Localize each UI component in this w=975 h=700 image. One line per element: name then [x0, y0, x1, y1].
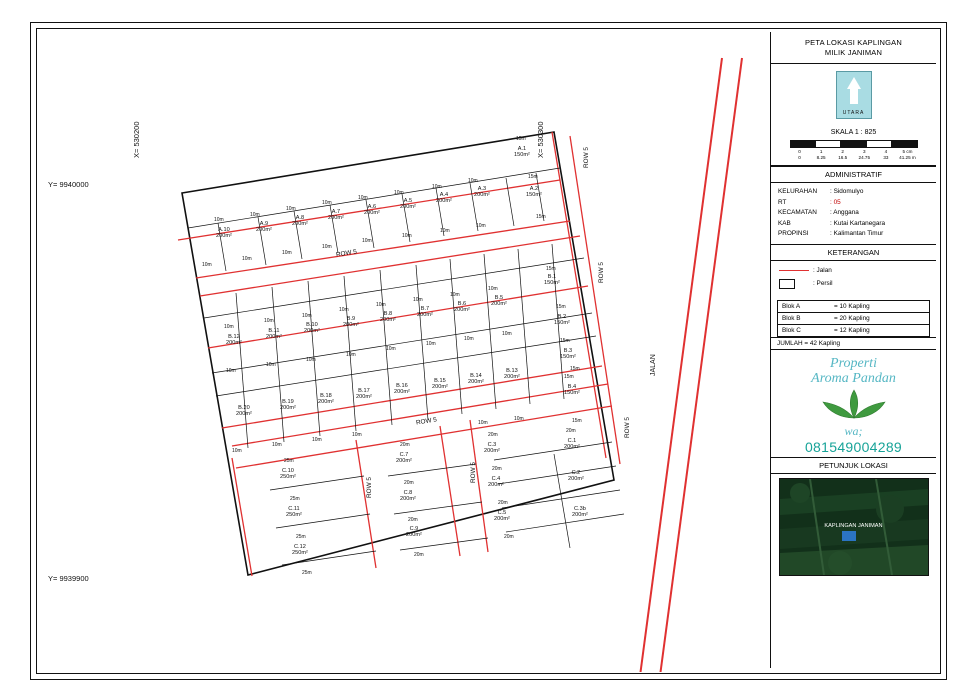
plot-C.9: C.9 200m²: [406, 526, 422, 539]
dim-row-a-8: 10m: [476, 223, 486, 229]
dim-row-a-3: 10m: [282, 250, 292, 256]
parcel-grid-b: [204, 244, 596, 448]
plot-B.19: B.19 200m²: [280, 399, 296, 412]
coord-y9940000: Y= 9940000: [48, 180, 89, 189]
legend-list: [771, 261, 936, 298]
coord-x530200: X= 530200: [132, 121, 141, 158]
plot-B.2: B.2 150m²: [554, 314, 570, 327]
plot-A.6: A.6 200m²: [364, 204, 380, 217]
blok-row-a: Blok A = 10 Kapling: [778, 301, 929, 313]
dim-row-a-7: 10m: [440, 228, 450, 234]
dim-C.9-width: 20m: [408, 517, 418, 523]
dim-row-a-2: 10m: [242, 256, 252, 262]
row-label-g: ROW 5: [624, 417, 631, 438]
phone-number[interactable]: 081549004289: [804, 438, 903, 455]
petunjuk-heading: PETUNJUK LOKASI: [771, 457, 936, 474]
dim-C.10-width: 25m: [284, 458, 294, 464]
dim-row-a-left: 10m: [202, 262, 212, 268]
dim-B-row3-1: 10m: [232, 448, 242, 454]
dim-C.3-width: 20m: [488, 432, 498, 438]
plot-B.6: B.6 200m²: [454, 301, 470, 314]
dim-A.2-width: 15m: [528, 174, 538, 180]
admin-row-kecamatan: KECAMATAN : Anggana: [778, 209, 859, 216]
dim-C.8-width: 20m: [404, 480, 414, 486]
jumlah-total: JUMLAH = 42 Kapling: [771, 337, 936, 350]
dim-C.12-width: 25m: [296, 534, 306, 540]
dim-B.10-width: 10m: [302, 313, 312, 319]
plot-C.3: C.3 200m²: [484, 442, 500, 455]
admin-row-rt: RT : 05: [778, 198, 841, 206]
plot-A.10: A.10 200m²: [216, 227, 232, 240]
plot-B.9: B.9 200m²: [343, 316, 359, 329]
plot-C.12: C.12 250m²: [292, 544, 308, 557]
jalan-label: JALAN: [650, 354, 657, 376]
plot-B.14: B.14 200m²: [468, 373, 484, 386]
plot-A.1: A.1 150m²: [514, 146, 530, 159]
location-marker-icon: [842, 531, 856, 541]
brand-line2: Aroma Pandan: [811, 370, 896, 386]
dim-A.4-width: 10m: [432, 184, 442, 190]
plot-A.4: A.4 200m²: [436, 192, 452, 205]
plot-C.1: C.1 200m²: [564, 438, 580, 451]
parcel-grid-c: [270, 442, 624, 565]
north-arrow-label: UTARA: [842, 110, 865, 116]
dim-B-row2-5: 10m: [386, 346, 396, 352]
dim-B-row3-2: 10m: [272, 442, 282, 448]
scale-text: SKALA 1 : 825: [830, 129, 877, 136]
plot-B.16: B.16 200m²: [394, 383, 410, 396]
plot-C.11: C.11 250m²: [286, 506, 302, 519]
legend-item-persil: : Persil: [779, 279, 928, 289]
dim-B-row2-2: 10m: [266, 362, 276, 368]
plot-B.7: B.7 200m²: [417, 306, 433, 319]
dim-C.5-bottom: 20m: [504, 534, 514, 540]
satellite-caption: KAPLINGAN JANIMAN: [824, 522, 883, 529]
scale-ticks: 0 1 2 3 4 5 cm: [798, 149, 913, 154]
dim-A.5-width: 10m: [394, 190, 404, 196]
dim-B.9-width: 10m: [339, 307, 349, 313]
plot-A.7: A.7 200m²: [328, 209, 344, 222]
dim-B-row3-3: 10m: [312, 437, 322, 443]
keterangan-heading: KETERANGAN: [771, 244, 936, 261]
plot-B.3: B.3 150m²: [560, 348, 576, 361]
map-title: [771, 32, 936, 64]
dim-A.9-width: 10m: [250, 212, 260, 218]
dim-B.4-side: 15m: [572, 418, 582, 424]
scale-bar: [790, 140, 918, 160]
plot-A.2: A.2 150m²: [526, 186, 542, 199]
dim-B-row2-7: 10m: [464, 336, 474, 342]
dim-B.11-width: 10m: [264, 318, 274, 324]
blok-row-c: Blok C = 12 Kapling: [782, 326, 870, 334]
parcel-rect-icon: [779, 279, 813, 289]
dim-B-row3-4: 10m: [352, 432, 362, 438]
scale-subticks: 0 8.25 16.5 24.75 33 41.25 m: [798, 155, 916, 160]
map-title-line1: PETA LOKASI KAPLINGAN: [804, 38, 902, 47]
dim-B.7-width: 10m: [413, 297, 423, 303]
dim-B-row3-6: 10m: [514, 416, 524, 422]
dim-B.3-width: 15m: [560, 338, 570, 344]
plot-C.5: C.5 200m²: [494, 510, 510, 523]
dim-B.2-width: 15m: [556, 304, 566, 310]
plot-B.15: B.15 200m²: [432, 378, 448, 391]
dim-B.5-width: 10m: [488, 286, 498, 292]
plot-B.8: B.8 200m²: [380, 311, 396, 324]
plot-C.4: C.4 200m²: [488, 476, 504, 489]
dim-A.2-side: 15m: [536, 214, 546, 220]
plot-C.3b: C.3b 200m²: [572, 506, 588, 519]
administratif-list: [771, 183, 936, 244]
map-title-line2: MILIK JANIMAN: [824, 48, 883, 57]
dim-B-row2-1: 10m: [226, 368, 236, 374]
dim-A.7-width: 10m: [322, 200, 332, 206]
dim-B-row2-4: 10m: [346, 352, 356, 358]
dim-B.1-width: 15m: [546, 266, 556, 272]
plot-A.9: A.9 200m²: [256, 221, 272, 234]
plot-B.20: B.20 200m²: [236, 405, 252, 418]
dim-C.1-width: 20m: [566, 428, 576, 434]
row-label-b: ROW 5: [415, 416, 438, 427]
map-vector: [36, 28, 770, 672]
dim-C.4-width: 20m: [492, 466, 502, 472]
dim-row-a-6: 10m: [402, 233, 412, 239]
plot-B.10: B.10 200m²: [304, 322, 320, 335]
palm-leaf-icon: [819, 388, 889, 422]
dim-B.3-side: 15m: [570, 366, 580, 372]
dim-B.6-width: 10m: [450, 292, 460, 298]
admin-row-propinsi: PROPINSI : Kalimantan Timur: [778, 230, 884, 237]
plot-B.12: B.12 200m²: [226, 334, 242, 347]
plot-C.8: C.8 200m²: [400, 490, 416, 503]
dim-B.8-width: 10m: [376, 302, 386, 308]
plot-B.1: B.1 150m²: [544, 274, 560, 287]
dim-A.8-width: 10m: [286, 206, 296, 212]
dim-row-a-5: 10m: [362, 238, 372, 244]
map-canvas: [36, 28, 770, 672]
dim-A.6-width: 10m: [358, 195, 368, 201]
plot-C.7: C.7 200m²: [396, 452, 412, 465]
admin-row-kab: KAB : Kutai Kartanegara: [778, 219, 886, 227]
blok-summary-table: [777, 300, 930, 337]
dim-B-row3-5: 10m: [478, 420, 488, 426]
satellite-inset[interactable]: [779, 478, 929, 576]
blok-row-b: Blok B = 20 Kapling: [778, 313, 929, 325]
dim-A.1-width: 15m: [516, 136, 526, 142]
coord-x530300: X= 530300: [536, 121, 545, 158]
brand-block: [771, 350, 936, 457]
road-line-icon: [779, 270, 813, 271]
plot-B.13: B.13 200m²: [504, 368, 520, 381]
dim-B-row2-6: 10m: [426, 341, 436, 347]
plot-C.10: C.10 250m²: [280, 468, 296, 481]
dim-C.11-width: 25m: [290, 496, 300, 502]
plot-B.11: B.11 200m²: [266, 328, 282, 341]
dim-C.9-bottom: 20m: [414, 552, 424, 558]
plot-B.4: B.4 150m²: [564, 384, 580, 397]
dim-row-a-4: 10m: [322, 244, 332, 250]
row-label-c: ROW 5: [583, 147, 590, 168]
dim-C.12-bottom: 25m: [302, 570, 312, 576]
north-arrow-icon: [836, 71, 872, 119]
coord-y9939900: Y= 9939900: [48, 574, 89, 583]
row-label-a: ROW 5: [335, 248, 358, 259]
plot-C.2: C.2 200m²: [568, 470, 584, 483]
dim-C.5-width: 20m: [498, 500, 508, 506]
dim-B.4-width: 15m: [564, 374, 574, 380]
dim-A.3-width: 10m: [468, 178, 478, 184]
dim-A.10-width: 10m: [214, 217, 224, 223]
row-label-f: ROW 5: [470, 462, 477, 483]
administratif-heading: ADMINISTRATIF: [771, 166, 936, 183]
admin-row-kelurahan: KELURAHAN : Sidomulyo: [778, 188, 864, 195]
dim-B-row2-8: 10m: [502, 331, 512, 337]
wa-label: wa;: [844, 423, 863, 438]
brand-line1: Properti: [830, 355, 877, 371]
plot-B.17: B.17 200m²: [356, 388, 372, 401]
legend-panel: [770, 32, 936, 668]
legend-item-jalan: : Jalan: [779, 267, 928, 274]
dim-B-row2-3: 10m: [306, 357, 316, 363]
plot-B.18: B.18 200m²: [318, 393, 334, 406]
north-arrow-box: [771, 64, 936, 166]
row-label-e: ROW 5: [366, 477, 373, 498]
row-label-d: ROW 5: [598, 262, 605, 283]
plot-A.8: A.8 200m²: [292, 215, 308, 228]
plot-A.3: A.3 200m²: [474, 186, 490, 199]
plot-B.5: B.5 200m²: [491, 295, 507, 308]
road-lines: [178, 132, 620, 576]
dim-B.12-width: 10m: [224, 324, 234, 330]
plot-A.5: A.5 200m²: [400, 198, 416, 211]
dim-C.7-width: 20m: [400, 442, 410, 448]
